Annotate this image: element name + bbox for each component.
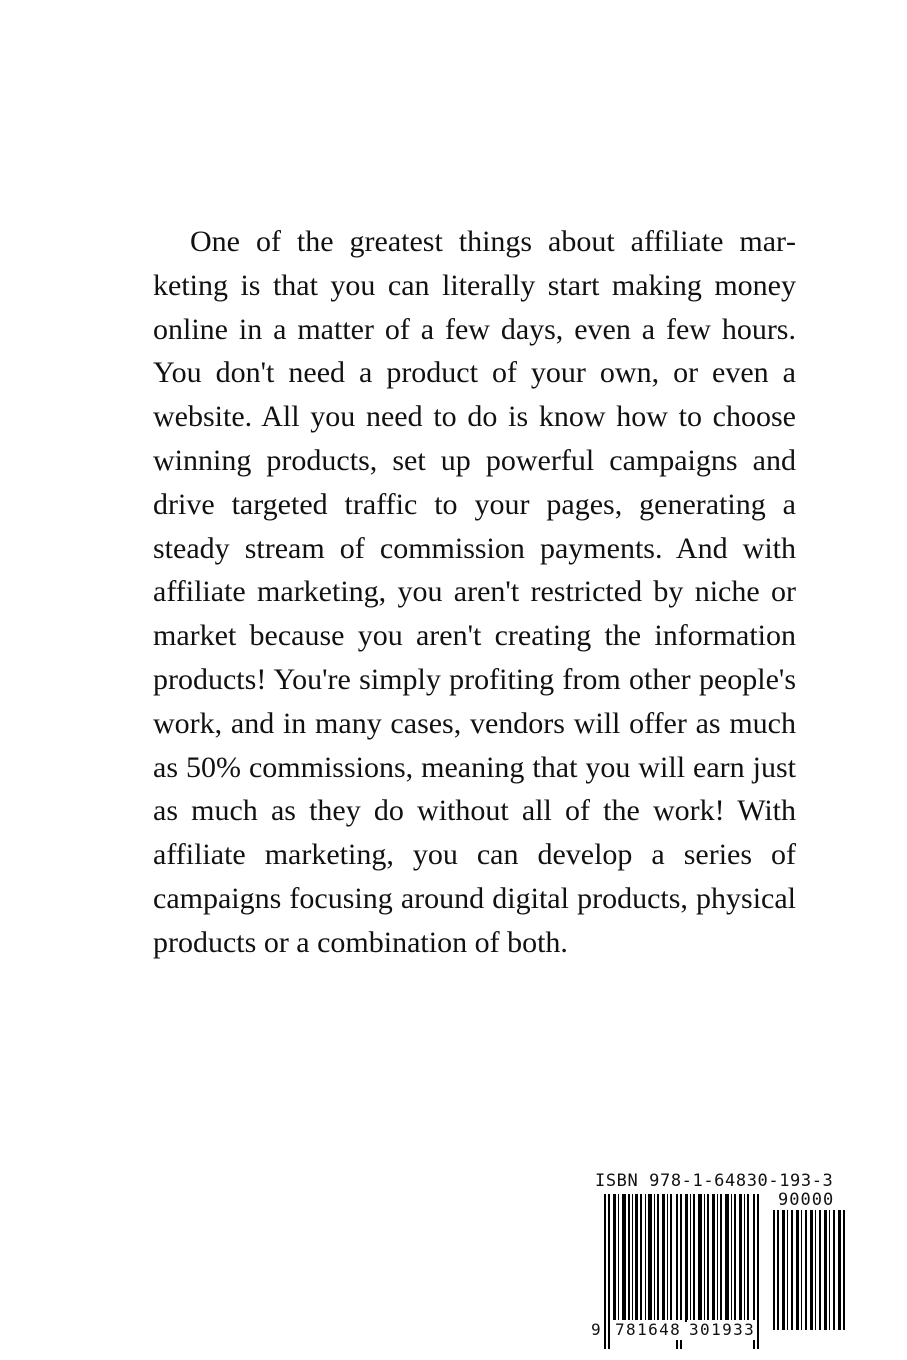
price-addon-barcode-bars [773, 1210, 845, 1330]
isbn-number: ISBN 978-1-64830-193-3 [595, 1171, 834, 1191]
barcode-lead-digit: 9 [591, 1320, 601, 1339]
isbn-barcode [590, 1168, 855, 1358]
price-code: 90000 [778, 1190, 835, 1210]
barcode-digits-left: 781648 [615, 1320, 682, 1339]
back-cover-blurb: One of the greatest things about affiliate marketing is that you can literally start making money online in a matter of a few days, even a few hours. You don't need a product of your own, or even a website. All you need to do is know how to choose winning products, set up powerful campaigns and drive targeted traffic to your pages, generating a steady stream of commission payments. And with affiliate marketing, you aren't restricted by niche or market because you aren't creating the information products! You're simply profiting from other people's work, and in many cases, vendors will offer as much as 50% commissions, meaning that you will earn just as much as they do without all of the work! With affiliate marketing, you can develop a series of campaigns focusing around digital products, physical products or a combination of both. [153, 225, 796, 959]
barcode-digits-right: 301933 [689, 1320, 756, 1339]
